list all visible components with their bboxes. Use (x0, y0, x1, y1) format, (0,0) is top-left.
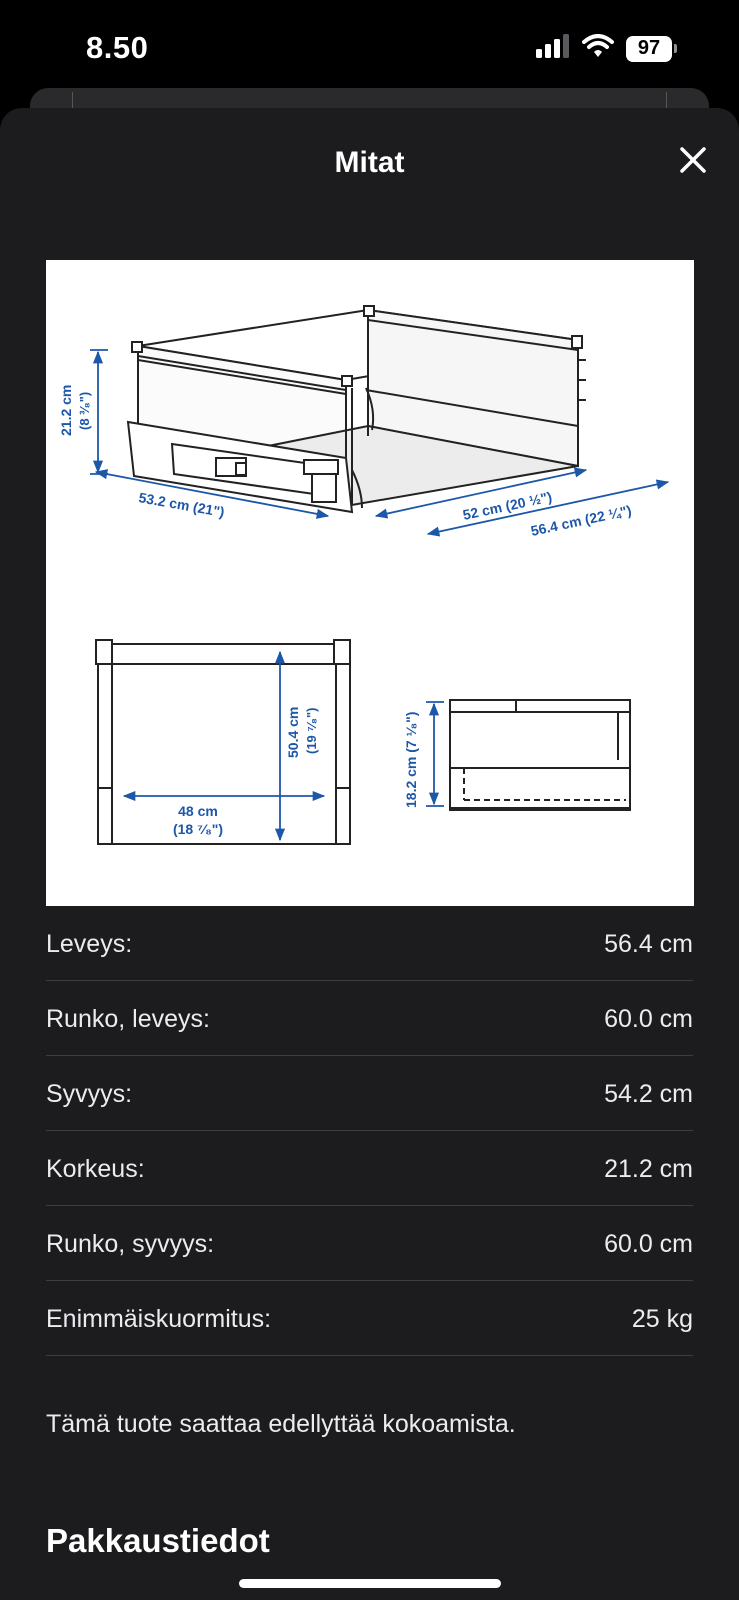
spec-row-width (46, 906, 693, 981)
status-time: 8.50 (86, 30, 149, 65)
status-bar (0, 0, 739, 96)
wifi-icon (582, 34, 614, 63)
spec-label: Leveys: (46, 929, 133, 958)
dim-height-in: (8 ³⁄₈") (77, 391, 92, 430)
spec-value: 60.0 cm (604, 1004, 693, 1033)
dim-top-depth-in: (19 ⁷⁄₈") (304, 707, 319, 754)
home-indicator[interactable] (239, 1579, 501, 1588)
battery-level: 97 (626, 36, 672, 62)
spec-label: Runko, syvyys: (46, 1229, 215, 1258)
drawer-side-view (450, 700, 630, 810)
dim-top-width: 48 cm (178, 803, 218, 819)
close-icon (679, 146, 707, 174)
spec-row-height (46, 1131, 693, 1206)
dimensions-sheet (0, 108, 739, 1600)
spec-row-frame-width (46, 981, 693, 1056)
spec-list (46, 906, 693, 1356)
spec-label: Syvyys: (46, 1079, 133, 1108)
dimension-diagram (46, 260, 694, 906)
spec-row-depth (46, 1056, 693, 1131)
spec-label: Runko, leveys: (46, 1004, 210, 1033)
dim-top-depth: 50.4 cm (285, 706, 301, 758)
dim-top-width-in: (18 ⁷⁄₈") (172, 821, 224, 837)
dimension-lines-side (426, 702, 444, 806)
dim-height: 21.2 cm (58, 384, 74, 436)
signal-icon (536, 34, 570, 63)
dim-inner-depth: 52 cm (20 ½") (461, 488, 554, 523)
spec-value: 54.2 cm (604, 1079, 693, 1108)
spec-row-max-load (46, 1281, 693, 1356)
dim-outer-depth: 56.4 cm (22 ¼") (529, 501, 633, 539)
spec-label: Korkeus: (46, 1154, 145, 1183)
status-icons (536, 34, 677, 63)
assembly-note: Tämä tuote saattaa edellyttää kokoamista. (46, 1410, 516, 1438)
dim-side-height: 18.2 cm (7 ¹⁄₈") (403, 711, 419, 808)
sheet-title: Mitat (334, 146, 405, 179)
spec-value: 25 kg (631, 1304, 693, 1333)
spec-label: Enimmäiskuormitus: (46, 1304, 272, 1333)
close-button[interactable] (673, 140, 713, 180)
dim-front-width: 53.2 cm (21") (137, 489, 226, 521)
spec-value: 21.2 cm (604, 1154, 693, 1183)
spec-value: 60.0 cm (604, 1229, 693, 1258)
spec-value: 56.4 cm (604, 929, 693, 958)
drawer-3d-illustration (128, 306, 586, 512)
battery-icon (626, 36, 677, 62)
packaging-heading: Pakkaustiedot (46, 1522, 270, 1559)
spec-row-frame-depth (46, 1206, 693, 1281)
